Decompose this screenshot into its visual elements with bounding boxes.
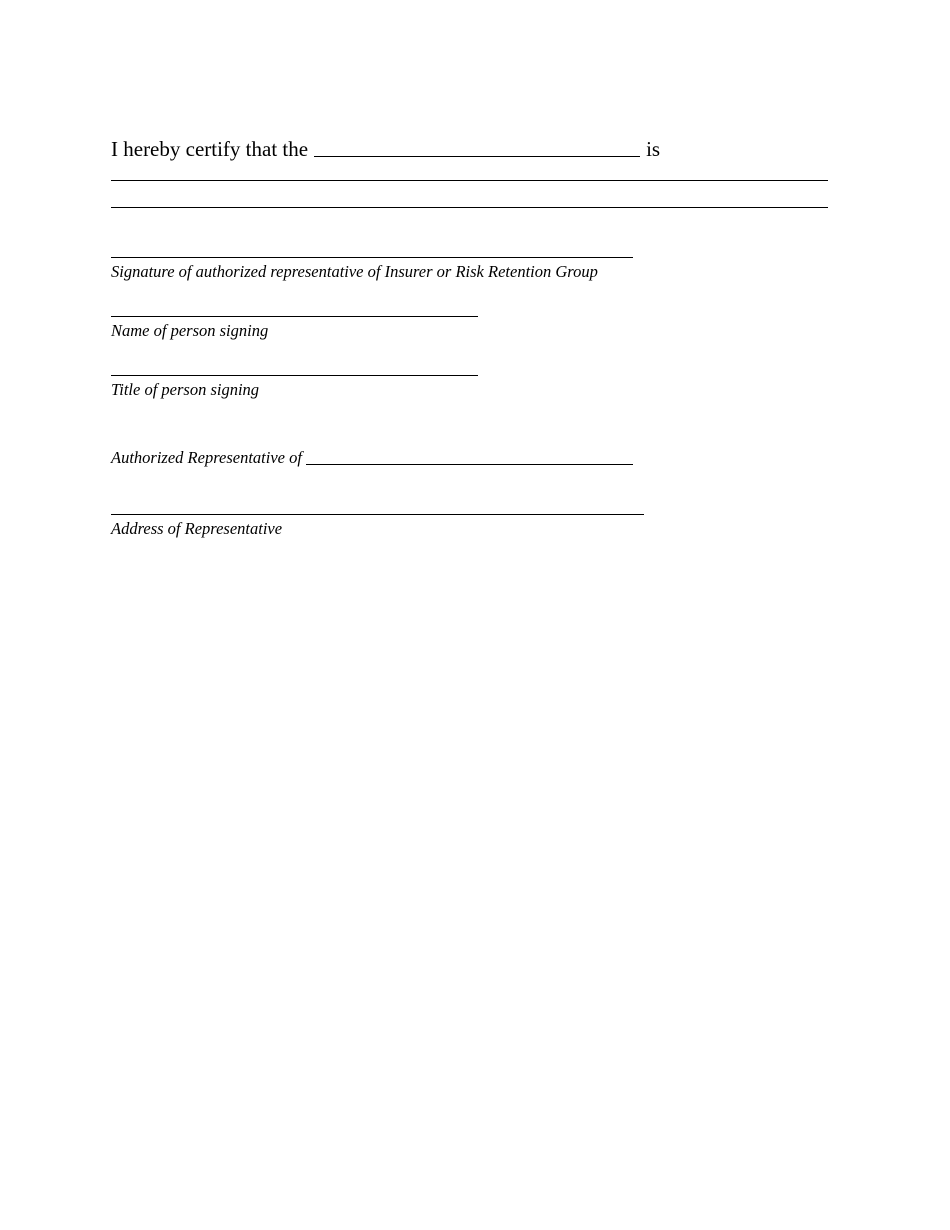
address-caption: Address of Representative	[111, 519, 283, 538]
address-blank-line[interactable]	[111, 514, 644, 515]
title-blank-line[interactable]	[111, 375, 478, 376]
signature-blank-line[interactable]	[111, 257, 633, 258]
certification-statement	[111, 136, 660, 162]
certification-suffix: is	[646, 137, 661, 161]
title-caption: Title of person signing	[111, 380, 260, 399]
authorized-representative-blank[interactable]	[306, 450, 633, 465]
insurer-name-blank[interactable]	[314, 138, 640, 157]
authorized-representative-label: Authorized Representative of	[111, 448, 302, 467]
certification-blank-line-1[interactable]	[111, 180, 828, 181]
name-caption: Name of person signing	[111, 321, 269, 340]
signature-caption: Signature of authorized representative of Insurer or Risk Retention Group	[111, 262, 598, 281]
authorized-representative-line	[111, 448, 633, 468]
name-blank-line[interactable]	[111, 316, 478, 317]
certification-blank-line-2[interactable]	[111, 207, 828, 208]
certification-prefix: I hereby certify that the	[111, 137, 309, 161]
